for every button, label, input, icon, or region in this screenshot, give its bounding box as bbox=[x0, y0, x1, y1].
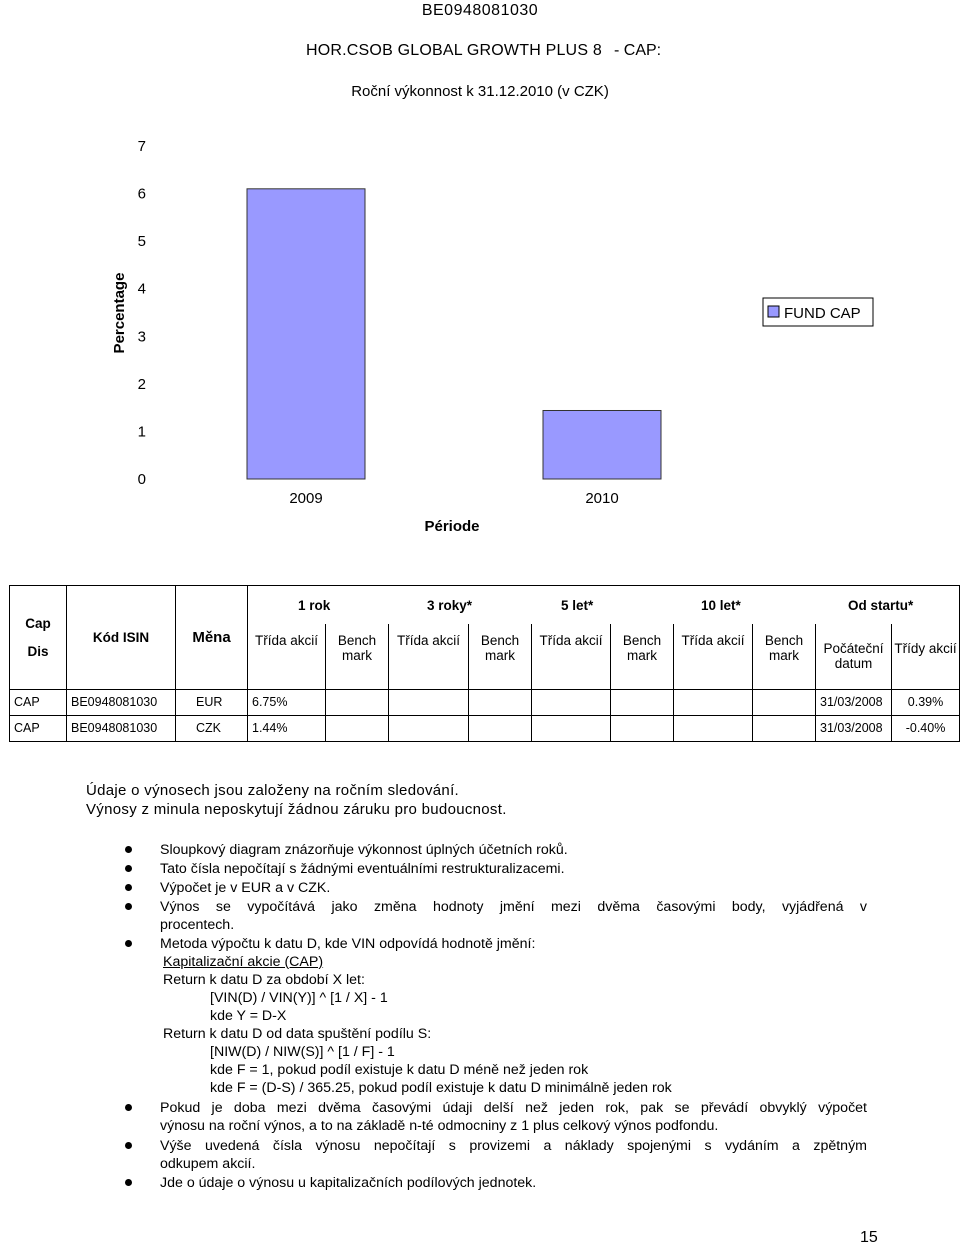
row-isin: BE0948081030 bbox=[67, 689, 176, 715]
period-10y: 10 let* bbox=[701, 598, 741, 613]
row-10y-bench bbox=[753, 715, 816, 741]
row-3y-class bbox=[389, 689, 469, 715]
bullet-return-calc-line2: procentech. bbox=[160, 917, 235, 933]
sub-header-start-date bbox=[816, 624, 892, 689]
row-1y-class: 1.44% bbox=[248, 715, 326, 741]
bullet-annualize-line1: Pokud je doba mezi dvěma časovými údaji delší než jeden rok, pak se převádí obvyklý výpočet bbox=[160, 1100, 867, 1116]
sub-header-class-5y: Třída akcií bbox=[532, 624, 611, 689]
sub-header-bench-5y bbox=[611, 624, 674, 689]
period-3y: 3 roky* bbox=[427, 598, 473, 613]
chart-title: Roční výkonnost k 31.12.2010 (v CZK) bbox=[351, 83, 609, 100]
row-isin: BE0948081030 bbox=[67, 715, 176, 741]
bullet-dot bbox=[125, 1179, 132, 1186]
legend bbox=[763, 298, 873, 326]
bullet-cap-units: Jde o údaje o výnosu u kapitalizačních podílových jednotek. bbox=[160, 1175, 537, 1191]
y-tick-label: 6 bbox=[137, 185, 146, 203]
dis-label: Dis bbox=[27, 643, 49, 659]
isin-header: BE0948081030 bbox=[421, 2, 539, 19]
method-where-f-2: kde F = (D-S) / 365.25, pokud podíl existuje k datu D minimálně jeden rok bbox=[210, 1080, 672, 1096]
bullet-dot bbox=[125, 903, 132, 910]
cap-label: Cap bbox=[25, 615, 51, 631]
bench-label: Bench bbox=[622, 633, 662, 648]
row-5y-class bbox=[532, 715, 611, 741]
mark-label: mark bbox=[769, 648, 799, 663]
sub-header-bench-3y bbox=[469, 624, 532, 689]
method-return-since-launch: Return k datu D od data spuštění podílu S: bbox=[163, 1026, 432, 1042]
bar-series bbox=[247, 189, 661, 479]
bullet-dot bbox=[125, 1104, 132, 1111]
period-5y: 5 let* bbox=[561, 598, 594, 613]
sub-header-class-10y: Třída akcií bbox=[674, 624, 753, 689]
currency-column-header: Měna bbox=[176, 586, 248, 690]
sub-header-class-3y: Třída akcií bbox=[389, 624, 469, 689]
row-5y-bench bbox=[611, 689, 674, 715]
row-10y-bench bbox=[753, 689, 816, 715]
mark-label: mark bbox=[627, 648, 657, 663]
sub-header-bench-10y bbox=[753, 624, 816, 689]
row-3y-bench bbox=[469, 715, 532, 741]
y-tick-label: 7 bbox=[137, 138, 146, 155]
bullet-annualize-line2: výnosu na roční výnos, a to na základě n-té odmocniny z 1 plus celkový výnos podfondu. bbox=[160, 1118, 719, 1134]
x-axis-ticks bbox=[289, 490, 618, 507]
sub-header-bench-1y bbox=[326, 624, 389, 689]
row-10y-class bbox=[674, 715, 753, 741]
x-tick-label: 2010 bbox=[585, 490, 619, 507]
row-5y-class bbox=[532, 689, 611, 715]
y-tick-label: 1 bbox=[137, 423, 146, 441]
y-tick-label: 0 bbox=[137, 471, 146, 488]
bullet-currency: Výpočet je v EUR a v CZK. bbox=[160, 880, 331, 896]
row-start-date: 31/03/2008 bbox=[816, 689, 892, 715]
note-annual-basis: Údaje o výnosech jsou založeny na ročním sledování. bbox=[86, 782, 459, 799]
row-type: CAP bbox=[10, 715, 67, 741]
y-tick-label: 2 bbox=[137, 375, 146, 393]
bullet-dot bbox=[125, 940, 132, 947]
row-currency: CZK bbox=[176, 715, 248, 741]
method-formula-2: [NIW(D) / NIW(S)] ^ [1 / F] - 1 bbox=[210, 1044, 395, 1060]
sub-header-class-1y: Třída akcií bbox=[248, 624, 326, 689]
method-where-f-1: kde F = 1, pokud podíl existuje k datu D méně než jeden rok bbox=[210, 1062, 589, 1078]
row-since-start: -0.40% bbox=[892, 715, 960, 741]
fund-share-class: - CAP: bbox=[614, 42, 662, 59]
row-1y-bench bbox=[326, 689, 389, 715]
bullet-fees-line2: odkupem akcií. bbox=[160, 1156, 256, 1172]
x-axis-label: Période bbox=[424, 518, 480, 535]
row-10y-class bbox=[674, 689, 753, 715]
row-since-start: 0.39% bbox=[892, 689, 960, 715]
row-1y-class: 6.75% bbox=[248, 689, 326, 715]
start-label: Počáteční bbox=[823, 641, 884, 656]
method-formula-1: [VIN(D) / VIN(Y)] ^ [1 / X] - 1 bbox=[210, 990, 388, 1006]
table-row bbox=[10, 689, 960, 715]
bar-2010 bbox=[543, 410, 661, 479]
cap-dis-header bbox=[10, 586, 67, 690]
row-3y-bench bbox=[469, 689, 532, 715]
row-start-date: 31/03/2008 bbox=[816, 715, 892, 741]
bullet-return-calc-line1: Výnos se vypočítává jako změna hodnoty jmění mezi dvěma časovými body, vyjádřená v bbox=[160, 899, 867, 915]
bullet-bar-chart: Sloupkový diagram znázorňuje výkonnost úplných účetních roků. bbox=[160, 842, 568, 858]
y-tick-label: 5 bbox=[137, 233, 146, 251]
period-header-row bbox=[248, 586, 960, 625]
bench-label: Bench bbox=[764, 633, 804, 648]
row-type: CAP bbox=[10, 689, 67, 715]
fund-name: HOR.CSOB GLOBAL GROWTH PLUS 8 bbox=[306, 42, 602, 59]
note-no-guarantee: Výnosy z minula neposkytují žádnou záruku pro budoucnost. bbox=[86, 801, 507, 818]
bullet-dot bbox=[125, 884, 132, 891]
table-row bbox=[10, 715, 960, 741]
legend-swatch bbox=[768, 306, 779, 317]
bar-2009 bbox=[247, 189, 365, 479]
isin-column-header: Kód ISIN bbox=[67, 586, 176, 690]
x-tick-label: 2009 bbox=[289, 490, 323, 507]
performance-chart bbox=[0, 0, 960, 560]
bullet-restructuring: Tato čísla nepočítají s žádnými eventuálními restrukturalizacemi. bbox=[160, 861, 565, 877]
y-tick-label: 3 bbox=[137, 328, 146, 346]
method-where-y: kde Y = D-X bbox=[210, 1008, 287, 1024]
page-number: 15 bbox=[860, 1229, 878, 1246]
date-label: datum bbox=[834, 656, 873, 671]
bench-label: Bench bbox=[337, 633, 377, 648]
bullet-dot bbox=[125, 865, 132, 872]
row-currency: EUR bbox=[176, 689, 248, 715]
method-cap-heading: Kapitalizační akcie (CAP) bbox=[163, 954, 324, 970]
y-axis-ticks bbox=[138, 138, 146, 488]
y-tick-label: 4 bbox=[137, 280, 146, 298]
performance-table bbox=[9, 585, 960, 742]
mark-label: mark bbox=[485, 648, 515, 663]
row-3y-class bbox=[389, 715, 469, 741]
bullet-dot bbox=[125, 846, 132, 853]
bullet-dot bbox=[125, 1142, 132, 1149]
bullet-method: Metoda výpočtu k datu D, kde VIN odpovídá hodnotě jmění: bbox=[160, 936, 536, 952]
sub-header-classes-since-start: Třídy akcií bbox=[892, 624, 960, 689]
mark-label: mark bbox=[342, 648, 372, 663]
row-5y-bench bbox=[611, 715, 674, 741]
period-1y: 1 rok bbox=[298, 598, 331, 613]
bench-label: Bench bbox=[480, 633, 520, 648]
legend-label: FUND CAP bbox=[784, 305, 861, 322]
method-return-x-years: Return k datu D za období X let: bbox=[163, 972, 365, 988]
period-since-start: Od startu* bbox=[848, 598, 914, 613]
row-1y-bench bbox=[326, 715, 389, 741]
bullet-fees-line1: Výše uvedená čísla výnosu nepočítají s provizemi a náklady spojenými s vydáním a zpětným bbox=[160, 1138, 867, 1154]
y-axis-label: Percentage bbox=[111, 272, 128, 354]
